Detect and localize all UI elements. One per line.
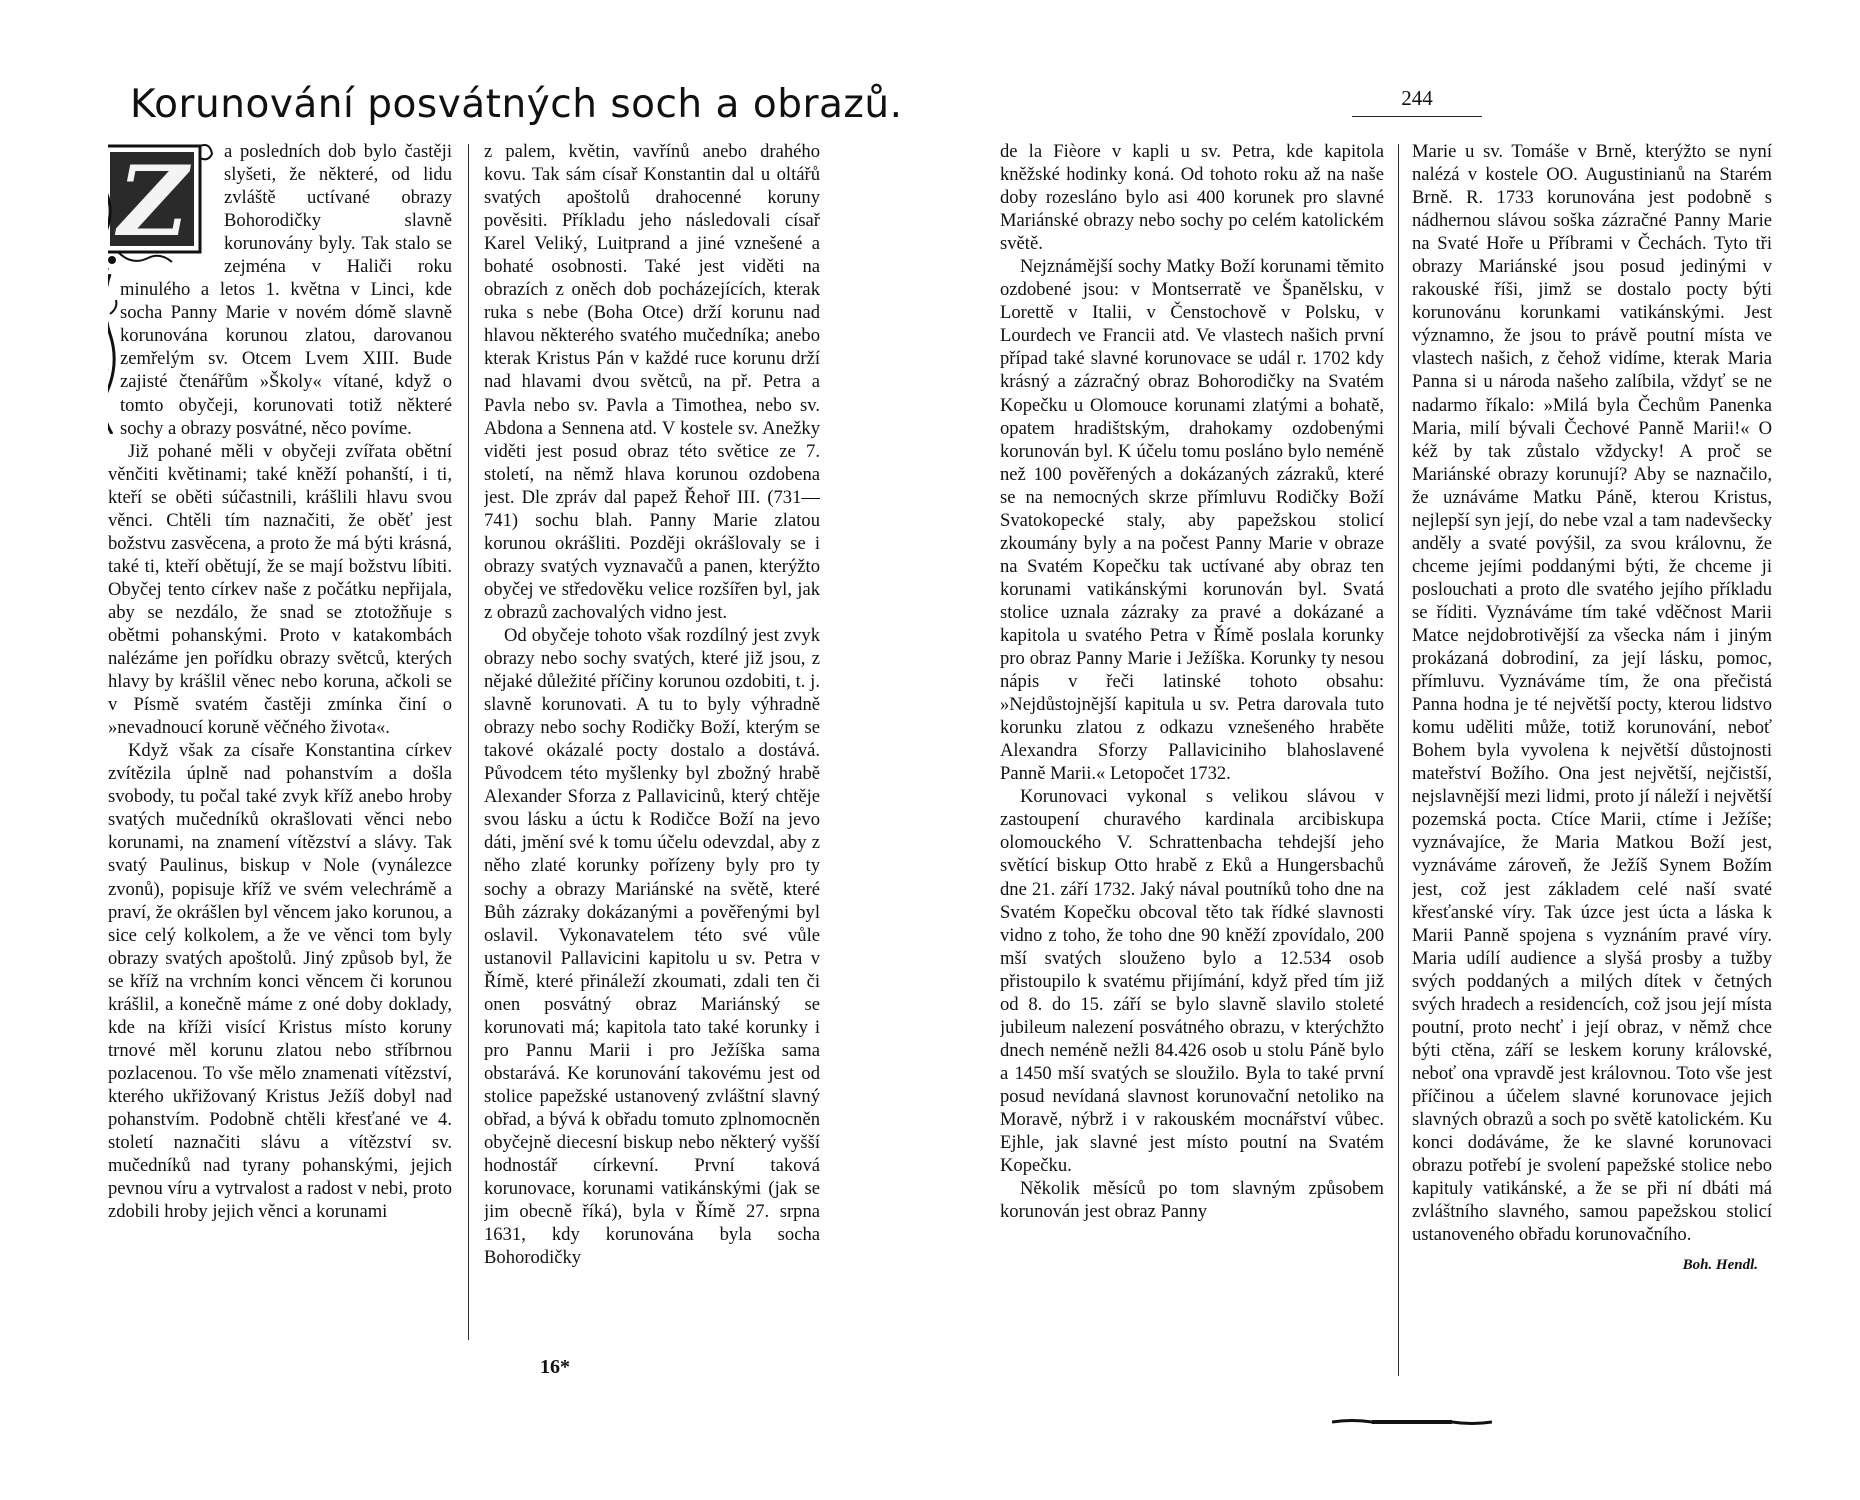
paragraph: a posledních dob bylo častěji slyšeti, že některé, od lidu zvláště uctívané obrazy Bohorodičky slavně korunovány byly. Tak stalo se zejména v Haliči roku minulého a letos 1. května v Linci, kde socha Panny Marie v novém dómě slavně korunována korunou zlatou, darovanou zemřelým sv. Otcem Lvem XIII. Bude zajisté čtenářům »Školy« vítané, když o tomto obyčeji, korunovati totiž některé sochy a obrazy posvátné, něco povíme. (120, 141, 452, 439)
paragraph: Když však za císaře Konstantina církev zvítězila úplně nad pohanstvím a došla svobody, tu počal také zvyk kříž anebo hroby svatých mučedníků okrašlovati věnci nebo korunami, na znamení vítězství a slávy. Tak svatý Paulinus, biskup v Nole (vynálezce zvonů), popisuje kříž ve svém velechrámě a praví, že okrášlen byl věncem jako korunou, a sice celý kolkolem, a že ve věnci tom byly obrazy svatých apoštolů. Jiný způsob byl, že se kříž na vrchním konci věncem či korunou krášlil, a konečně máme z oné doby doklady, kde na kříži visící Kristus místo koruny trnové měl korunu zlatou nebo stříbrnou pozlacenou. To vše mělo znamenati vítězství, kterého ukřižovaný Kristus Ježíš dobyl nad pohanstvím. Podobně chtěli křesťané ve 4. století naznačiti slávu a vítězství sv. mučedníků nad tyrany pohanskými, jejich pevnou víru a vytrvalost a radost v nebi, proto zdobili hroby jejich věnci a korunami (108, 740, 452, 1223)
author-signature: Boh. Hendl. (1682, 1257, 1758, 1274)
page-number-rule (1352, 116, 1482, 117)
paragraph: Nejznámější sochy Matky Boží korunami těmito ozdobené jsou: v Montserratě ve Španělsku, v Lorettě v Italii, v Čenstochově v Polsku, v Lourdech ve Francii atd. Ve vlastech našich první případ také slavné korunovace se udál r. 1702 kdy krásný a zázračný obraz Bohorodičky na Svatém Kopečku u Olomouce korunami zlatými a bohatě, opatem hradištským, drahokamy ozdobenými korunován byl. K účelu tomu posláno bylo neméně než 100 pověřených a dokázaných zázraků, které se na nemocných skrze přímluvu Rodičky Boží Svatokopecké staly, aby papežskou stolicí zkoumány byly a na počest Panny Marie v obraze na Svatém Kopečku tak uctívané aby obraz ten korunami vatikánskými korunován byl. Svatá stolice uznala zázraky za pravé a dokázané a kapitola u svatého Petra v Římě poslala korunky pro obraz Panny Marie i Ježíška. Korunky ty nesou nápis v řeči latinské tohoto obsahu: »Nejdůstojnější kapitula u sv. Petra darovala tuto korunku zlatou z odkazu vznešeného hraběte Alexandra Sforzy Pallaviciniho blahoslavené Panně Marii.« Letopočet 1732. (1000, 256, 1384, 785)
end-rule-ornament (1332, 1418, 1492, 1426)
paragraph: Od obyčeje tohoto však rozdílný jest zvyk obrazy nebo sochy svatých, které již jsou, z nějaké důležité příčiny korunou ozdobiti, t. j. slavně korunovati. A tu to byly výhradně obrazy nebo sochy Rodičky Boží, kterým se takové okázalé pocty dostalo a dostává. Původcem této myšlenky byl zbožný hrabě Alexander Sforza z Pallavicinů, který chtěje svou lásku a úctu k Rodičce Boží na jevo dáti, jmění své k tomu účelu odevzdal, aby z něho zlaté korunky pořízeny byly pro ty sochy a obrazy Mariánské na světě, které Bůh zázraky dokázanými a pověřenými byl oslavil. Vykonavatelem této své vůle ustanovil Pallavicini kapitolu u sv. Petra v Římě, které přináleží zkoumati, zdali ten či onen posvátný obraz Mariánský se korunovati má; kapitola tato také korunky i pro Pannu Marii i pro Ježíška sama obstarává. Ke korunování takovému jest od stolice papežské ustanovený zvláštní slavný obřad, a bývá k obřadu tomuto zplnomocněn obyčejně diecesní biskup nebo některý vyšší hodnostář církevní. První taková korunovace, korunami vatikánskými (jak se jim obecně říká), byla v Římě 27. srpna 1631, kdy korunována byla socha Bohorodičky (484, 624, 820, 1269)
dropcap-vine (108, 274, 120, 434)
dropcap-ornament (108, 140, 216, 274)
text-column-3 (1000, 140, 1384, 1380)
paragraph: Marie u sv. Tomáše v Brně, kterýžto se nyní nalézá v kostele OO. Augustinianů na Starém Brně. R. 1733 korunována jest podobně s nádhernou slávou soška zázračné Panny Marie na Svaté Hoře u Příbrami v Čechách. Tyto tři obrazy Mariánské jsou posud jedinými v rakouské říši, jimž se dostalo pocty býti korunovánu korunkami vatikánskými. Jest významno, že jsou to právě poutní místa ve vlastech našich, z čehož vidíme, kterak Maria Panna si u národa našeho zalíbila, vždyť se ne nadarmo říkalo: »Milá byla Čechům Panenka Maria, milí bývali Čechové Panně Marii!« O kéž by tak zůstalo vždycky! A proč se Mariánské obrazy korunují? Aby se naznačilo, že uznáváme Matku Páně, kterou Kristus, nejlepší syn její, do nebe vzal a tam nadevšecky anděly a svaté povýšil, za svou královnu, že chceme jejími poddanými býti, že chceme ji poslouchati a proto dle svatého jejího příkladu se říditi. Vyznáváme tím také vděčnost Marii Matce nejdobrotivější za všecka nám i jiným prokázaná dobrodiní, za její lásku, pomoc, přímluvu. Vyznáváme tím, že ona přečistá Panna hodna je té největší pocty, kterou lidstvo komu uděliti může, totiž korunování, neboť Bohem byla vyvolena k největší důstojnosti mateřství Božího. Ona jest největší, nejčistší, nejslavnější mezi lidmi, proto jí náleží i největší pozemská pocta. Ctíce Marii, ctíme i Ježíše; vyznávajíce, že Maria Matkou Boží jest, vyznáváme zároveň, že Ježíš Synem Božím jest, což jest základem celé naší svaté křesťanské víry. Tak úzce jest úcta a láska k Marii Panně spojena s vyznáním pravé víry. Maria udílí audience a slyšá prosby a tužby svých poddaných a milých dítek v četných svých hradech a residencích, což jsou její místa poutní, proto nechť i její obraz, v němž chce býti ctěna, září se leskem koruny královské, neboť ona vpravdě jest královnou. Toto vše jest příčinou a účelem slavné korunovace jejich slavných obrazů a soch po světě katolickém. Ku konci dodáváme, že ke slavné korunovaci obrazu potřebí je svolení papežské stolice nebo kapituly vatikánské, a že se při ní dbáti má zvláštního slavného, samou papežskou stolicí ustanoveného obřadu korunovačního. (1412, 141, 1772, 1246)
page-number: 244 (1401, 86, 1433, 110)
paragraph: Již pohané měli v obyčeji zvířata obětní věnčiti květinami; také kněží pohanští, i ti, kteří se oběti súčastnili, krášlili hlavu svou věnci. Chtěli tím naznačiti, že oběť jest božstvu zasvěcena, a proto že má býti krásná, také ti, kteří obětují, že se mají božstvu líbiti. Obyčej tento církev naše z počátku nepřijala, aby se nezdálo, že snad se ztotožňuje s obětmi pohanskými. Proto v katakombách nalézáme jen pořídku obrazy světců, kterých hlavy by krášlil věnec nebo koruna, ačkoli se v Písmě svatém častěji zmínka činí o »nevadnoucí koruně věčného života«. (108, 440, 452, 739)
vine-ornament-icon (108, 274, 120, 434)
page-title: Korunování posvátných soch a obrazů. (130, 82, 903, 127)
text-column-1 (108, 140, 452, 1320)
paragraph: Korunovaci vykonal s velikou slávou v zastoupení churavého kardinala arcibiskupa olomouckého V. Schrattenbacha tehdejší jeho světící biskup Otto hrabě z Eků a Hungersbachů dne 21. září 1732. Jaký nával poutníků toho dne na Svatém Kopečku obcoval těto tak řídké slavnosti vidno z toho, že toho dne 90 kněží zpovídalo, 200 mší svatých slouženo bylo a 12.534 osob přistoupilo k svatému přijímání, když před tím již od 8. do 15. září se bylo slavně slavilo stoleté jubileum nalezení posvátného obrazu, v kterýchžto dnech neméně nežli 84.426 osob u stolu Páně bylo a 1450 mší svatých se sloužilo. Byla to také první posud nevídaná slavnost korunovační netoliko na Moravě, nýbrž i v rakouském mocnářství vůbec. Ejhle, jak slavné jest místo poutní na Svatém Kopečku. (1000, 786, 1384, 1177)
text-column-2 (484, 140, 820, 1320)
paragraph: Několik měsíců po tom slavným způsobem korunován jest obraz Panny (1000, 1178, 1384, 1223)
column-divider-left (468, 144, 469, 1340)
paragraph: de la Fièore v kapli u sv. Petra, kde kapitola kněžské hodinky koná. Od tohoto roku až na naše doby rozesláno bylo asi 400 korunek pro slavné Mariánské obrazy nebo sochy po celém katolickém světě. (1000, 141, 1384, 255)
dropcap-letter: Z (118, 145, 189, 258)
text-column-4 (1412, 140, 1772, 1380)
column-divider-right (1398, 144, 1399, 1376)
paragraph: z palem, květin, vavřínů anebo drahého kovu. Tak sám císař Konstantin dal u oltářů svatých apoštolů drahocenné koruny pověsiti. Příkladu jeho následovali císař Karel Veliký, Luitprand a jiné vznešené a bohaté osobnosti. Také jest viděti na obrazích z oněch dob pocházejících, kterak ruka s nebe (Boha Otce) drží korunu nad hlavou některého svatého mučedníka; anebo kterak Kristus Pán v každé ruce korunu drží nad hlavami dvou světců, na př. Petra a Pavla nebo sv. Pavla a Timothea, nebo sv. Abdona a Sennena atd. V kostele sv. Anežky viděti jest posud obraz této světice ze 7. století, na němž hlava korunou ozdobena jest. Dle zpráv dal papež Řehoř III. (731—741) sochu blah. Panny Marie zlatou korunou okrášliti. Později okrášlovaly se i obrazy svatých vyznavačů a panen, kterýžto obyčej ve středověku velice rozšířen byl, jak z obrazů zachovalých vidno jest. (484, 141, 820, 623)
sheet-signature-mark: 16* (540, 1356, 570, 1378)
